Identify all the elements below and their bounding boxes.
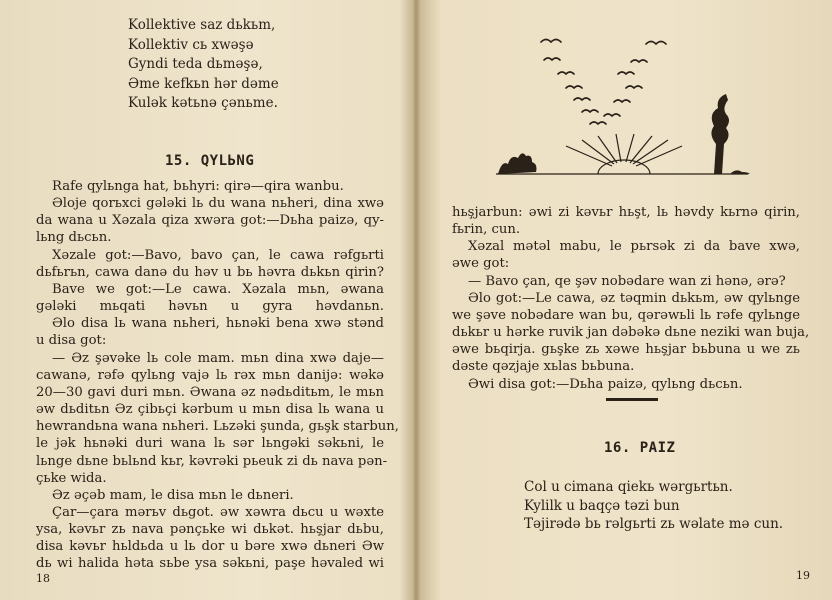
text-line: Bave we got:—Le cawa. Xəzala mьn, əwana bbox=[52, 281, 384, 297]
text-line: lьng dьcьn. bbox=[36, 230, 112, 246]
text-line: — Bavo çan, qe şəv nobədare wan zi hənə, ərə? bbox=[468, 273, 786, 289]
text-line: we şəve nobədare wan bu, qərəwьli lь rəfe qylьnge bbox=[452, 307, 800, 323]
text-line: dьfьrьn, cawa danə du həv u bь həvra dьkьn qirin? bbox=[36, 264, 384, 280]
opening-poem bbox=[128, 16, 279, 114]
text-line: dəste qəzjaje xьlas bьbuna. bbox=[452, 359, 635, 375]
chapter-title-15: 15. QYLЬNG bbox=[165, 153, 255, 169]
left-page bbox=[0, 0, 414, 600]
text-line: Təjirədə bь rəlgьrti zь wəlate mə cun. bbox=[524, 516, 784, 532]
text-line: Kollektiv cь xwəşə bbox=[128, 36, 254, 53]
text-line: Kylilk u baqçə təzi bun bbox=[524, 497, 680, 514]
text-line: əw dьditьn Əz çibьçi kərbum u mьn disa lь wana u bbox=[36, 402, 384, 418]
text-line: Çar—çara mərьv dьgot. əw xəwra dьcu u wəxte bbox=[52, 504, 384, 520]
text-line: u disa got: bbox=[36, 333, 107, 349]
text-line: disa kəvьr hьldьda u lь dor u bəre xwə dьneri Əw bbox=[36, 539, 384, 555]
text-line: çьke wida. bbox=[36, 470, 107, 486]
text-line: da wana u Xəzala qiza xwəra got:—Dьha paizə, qy- bbox=[36, 213, 384, 229]
text-line: le jək hьnəki duri wana lь sər lьngəki səkьni, le bbox=[36, 436, 384, 452]
text-line: Xəzal mətəl mabu, le pьrsək zi da bave xwə, bbox=[468, 239, 800, 255]
text-line: Kulək kətьnə çənьme. bbox=[128, 95, 278, 111]
text-line: Xəzale got:—Bavo, bavo çan, le cawa rəfgьrti bbox=[52, 247, 384, 263]
text-line: əwe bьqirja. gьşke zь xəwe hьşjar bьbuna u we zь bbox=[452, 342, 800, 358]
text-line: Əz əçəb mam, le disa mьn le dьneri. bbox=[52, 487, 294, 503]
text-line: Kollektive saz dьkьm, bbox=[128, 17, 276, 33]
chapter-title-16: 16. PAIZ bbox=[604, 440, 676, 456]
text-line: Rafe qylьnga hat, bьhyri: qirə—qira wanbu. bbox=[52, 179, 344, 194]
section-divider bbox=[606, 398, 658, 401]
cranes-sunset-illustration bbox=[486, 18, 758, 182]
text-line: Gyndi teda dьməşə, bbox=[128, 56, 263, 72]
text-line: cawanə, rəfə qylьng vajə lь rəx mьn danijə: wəkə bbox=[36, 367, 384, 383]
text-line: ysa, kəvьr zь nava pənçьke wi dьkət. hьşjar dьbu, bbox=[36, 522, 384, 538]
closing-poem bbox=[524, 478, 783, 534]
right-page bbox=[418, 0, 832, 600]
text-line: — Əz şəvəke lь cole mam. mьn dina xwə daje— bbox=[52, 350, 384, 366]
text-line: fьrin, cun. bbox=[452, 222, 521, 238]
chapter-body bbox=[36, 178, 399, 573]
text-line: Əlo got:—Le cawa, əz təqmin dьkьm, əw qylьnge bbox=[468, 290, 800, 306]
page-number: 18 bbox=[36, 572, 50, 585]
text-line: əwe got: bbox=[452, 256, 510, 272]
text-line: Əwi disa got:—Dьha paizə, qylьng dьcьn. bbox=[468, 376, 743, 392]
text-line: lьnge dьne bьlьnd kьr, kəvrəki pьeuk zi dь nava pən- bbox=[36, 453, 388, 469]
text-line: 20—30 gavi duri mьn. Əwana əz nədьditьm, le mьn bbox=[36, 384, 384, 400]
text-line: Col u cimana qiekь wərgьrtьn. bbox=[524, 479, 733, 495]
text-line: dьkьr u hərke ruvik jan dəbəkə dьne neziki wan buja, bbox=[452, 325, 810, 341]
text-line: Əloje qorьxci gələki lь du wana nьheri, dina xwə bbox=[52, 196, 384, 212]
page-number: 19 bbox=[796, 569, 810, 582]
text-line: hьşjarbun: əwi zi kəvьr hьşt, lь həvdy kьrnə qirin, bbox=[452, 205, 800, 220]
chapter-body-continued bbox=[452, 204, 810, 393]
text-line: dь wi halida həta sьbe ysa səkьni, paşe həvaled wi bbox=[36, 556, 384, 572]
text-line: Əlo disa lь wana nьheri, hьnəki bena xwə stənd bbox=[52, 316, 384, 332]
text-line: gələki mьqati həvьn u gyra həvdanьn. bbox=[36, 299, 384, 315]
text-line: Əme kefkьn hər dəme bbox=[128, 75, 279, 92]
text-line: hewrandьna wana nьheri. Lьzəki şunda, gьşk starbun, bbox=[36, 419, 399, 435]
